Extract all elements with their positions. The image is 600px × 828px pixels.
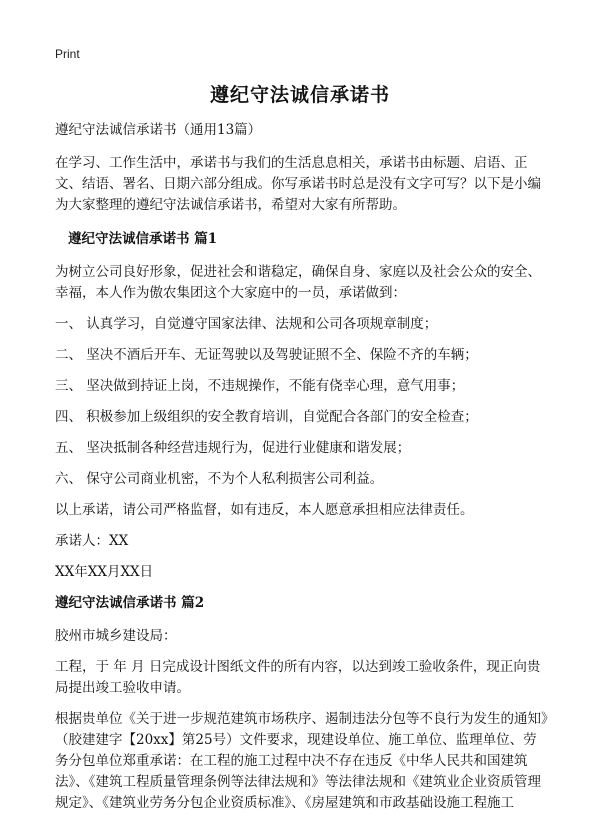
- pledge-item: 三、 坚决做到持证上岗，不违规操作，不能有侥幸心理，意气用事；: [55, 378, 465, 394]
- pledge-item: 二、 坚决不酒后开车、无证驾驶以及驾驶证照不全、保险不齐的车辆；: [55, 347, 478, 363]
- pledge-item: 一、 认真学习，自觉遵守国家法律、法规和公司各项规章制度；: [55, 316, 438, 332]
- print-label: Print: [55, 47, 80, 61]
- section2-paragraph-2: 根据贵单位《关于进一步规范建筑市场秩序、遏制违法分包等不良行为发生的通知》（胶建建字【20xx】第25号）文件要求，现建设单位、施工单位、监理单位、劳务分包单位郑重承诺：在工程的施工过程中决不存在违反《中华人民共和国建筑法》、《建筑工程质量管理条例等法律法规和》等法律法规和《建筑业企业资质管理规定》、《建筑业劳务分包企业资质标准》、《房屋建筑和市政基础设施工程施工: [55, 711, 548, 811]
- section1-opening: 为树立公司良好形象，促进社会和谐稳定，确保自身、家庭以及社会公众的安全、幸福，本人作为傲农集团这个大家庭中的一员，承诺做到：: [55, 264, 541, 301]
- section2-addressee: 胶州市城乡建设局：: [55, 628, 177, 644]
- pledge-item: 四、 积极参加上级组织的安全教育培训，自觉配合各部门的安全检查；: [55, 409, 478, 425]
- signer: 承诺人：XX: [55, 533, 129, 549]
- document-body: [55, 120, 550, 824]
- intro-paragraph: 在学习、工作生活中，承诺书与我们的生活息息相关，承诺书由标题、启语、正文、结语、署名、日期六部分组成。你写承诺书时总是没有文字可写？以下是小编为大家整理的遵纪守法诚信承诺书，希望对大家有所帮助。: [55, 155, 541, 213]
- pledge-item: 六、 保守公司商业机密，不为个人私利损害公司利益。: [55, 471, 384, 487]
- document-subtitle: 遵纪守法诚信承诺书（通用13篇）: [55, 122, 262, 138]
- section2-paragraph-1: 工程，于 年 月 日完成设计图纸文件的所有内容，以达到竣工验收条件，现正向贵局提出竣工验收申请。: [55, 659, 541, 696]
- pledge-item: 五、 坚决抵制各种经营违规行为，促进行业健康和谐发展；: [55, 440, 411, 456]
- document-title: 遵纪守法诚信承诺书: [209, 84, 390, 106]
- section-heading-1: 遵纪守法诚信承诺书 篇1: [68, 231, 218, 247]
- sign-date: XX年XX月XX日: [55, 564, 154, 580]
- section1-closing: 以上承诺，请公司严格监督，如有违反，本人愿意承担相应法律责任。: [55, 502, 474, 518]
- section-heading-2: 遵纪守法诚信承诺书 篇2: [55, 595, 205, 611]
